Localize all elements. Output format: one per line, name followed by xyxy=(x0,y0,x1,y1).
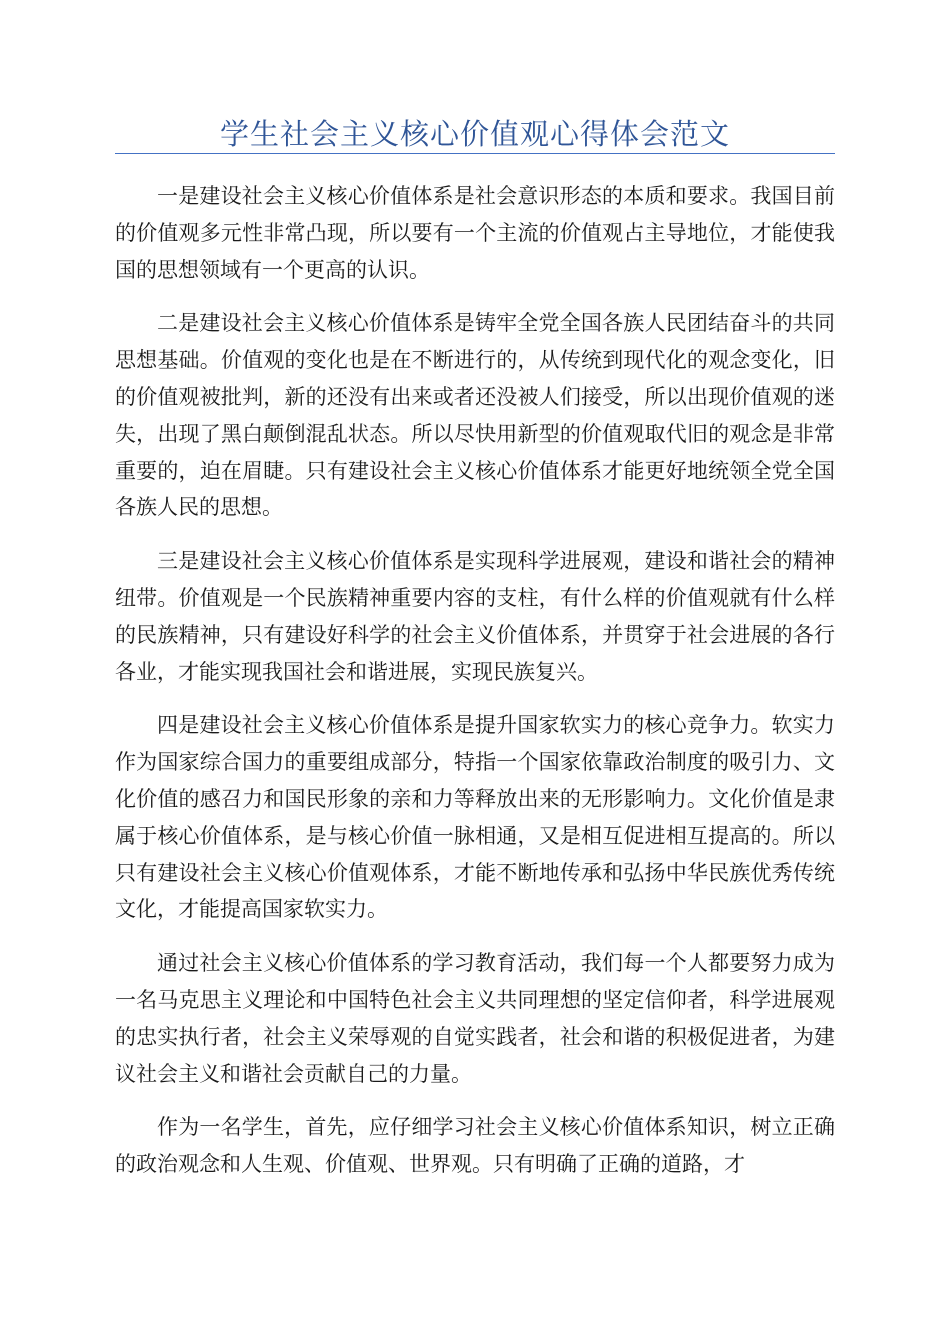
title-underline xyxy=(115,153,835,154)
paragraph-2: 二是建设社会主义核心价值体系是铸牢全党全国各族人民团结奋斗的共同思想基础。价值观的变化也是在不断进行的，从传统到现代化的观念变化，旧的价值观被批判，新的还没有出来或者还没被人们接受，所以出现价值观的迷失，出现了黑白颠倒混乱状态。所以尽快用新型的价值观取代旧的观念是非常重要的，迫在眉睫。只有建设社会主义核心价值体系才能更好地统领全党全国各族人民的思想。 xyxy=(115,311,835,520)
paragraph-5: 通过社会主义核心价值体系的学习教育活动，我们每一个人都要努力成为一名马克思主义理论和中国特色社会主义共同理想的坚定信仰者，科学进展观的忠实执行者，社会主义荣辱观的自觉实践者，社会和谐的积极促进者，为建议社会主义和谐社会贡献自己的力量。 xyxy=(115,951,835,1086)
document-body xyxy=(115,178,835,1200)
document-title: 学生社会主义核心价值观心得体会范文 xyxy=(219,117,730,151)
paragraph-6: 作为一名学生，首先，应仔细学习社会主义核心价值体系知识，树立正确的政治观念和人生观、价值观、世界观。只有明确了正确的道路，才 xyxy=(115,1115,835,1177)
paragraph-4: 四是建设社会主义核心价值体系是提升国家软实力的核心竞争力。软实力作为国家综合国力的重要组成部分，特指一个国家依靠政治制度的吸引力、文化价值的感召力和国民形象的亲和力等释放出来的无形影响力。文化价值是隶属于核心价值体系，是与核心价值一脉相通，又是相互促进相互提高的。所以只有建设社会主义核心价值观体系，才能不断地传承和弘扬中华民族优秀传统文化，才能提高国家软实力。 xyxy=(115,713,835,922)
paragraph-3: 三是建设社会主义核心价值体系是实现科学进展观，建设和谐社会的精神纽带。价值观是一个民族精神重要内容的支柱，有什么样的价值观就有什么样的民族精神，只有建设好科学的社会主义价值体系，并贯穿于社会进展的各行各业，才能实现我国社会和谐进展，实现民族复兴。 xyxy=(115,549,835,684)
paragraph-1: 一是建设社会主义核心价值体系是社会意识形态的本质和要求。我国目前的价值观多元性非常凸现，所以要有一个主流的价值观占主导地位，才能使我国的思想领域有一个更高的认识。 xyxy=(115,184,835,282)
